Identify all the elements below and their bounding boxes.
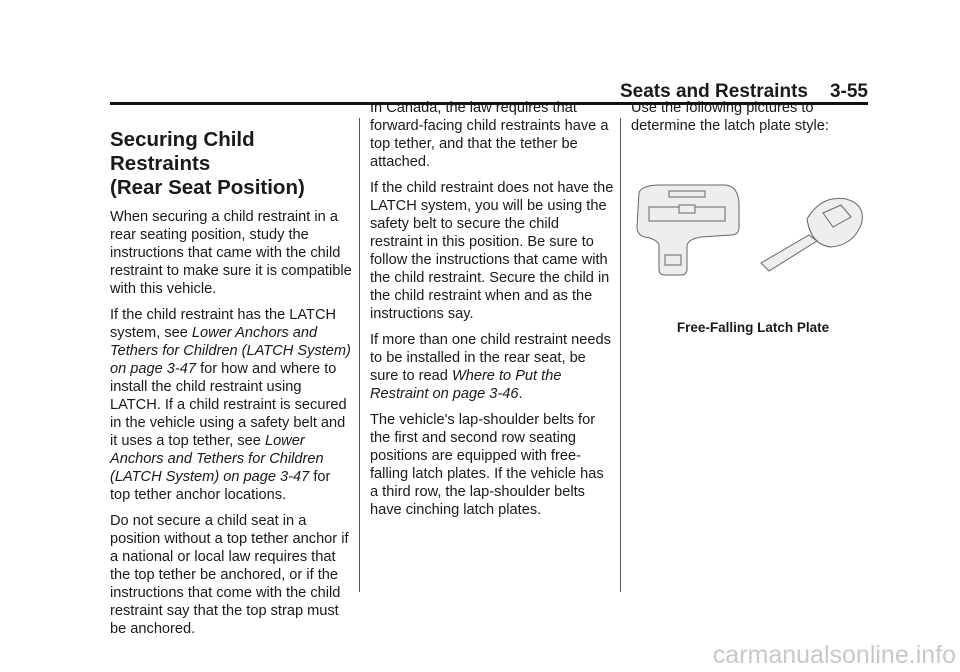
paragraph bbox=[110, 306, 354, 504]
body-text: In Canada, the law requires that forward-facing child restraints have a top tether, and that the tether be attached. bbox=[370, 100, 609, 170]
section-title: Seats and Restraints bbox=[620, 81, 808, 102]
body-text: If the child restraint does not have the LATCH system, you will be using the safety belt to secure the child restraint in this position. Be sure to follow the instructions that came with the child restraint. Secure the child in the child restraint when and as the instructions say. bbox=[370, 180, 614, 322]
paragraph bbox=[631, 99, 875, 135]
paragraph bbox=[370, 179, 614, 323]
paragraph bbox=[110, 512, 354, 638]
column-middle bbox=[370, 90, 614, 527]
latch-plate-illustration bbox=[631, 175, 875, 285]
column-left bbox=[110, 118, 354, 646]
body-text: The vehicle's lap-shoulder belts for the first and second row seating positions are equipped with free-falling latch plates. If the vehicle has a third row, the lap-shoulder belts have cinching latch plates. bbox=[370, 412, 604, 518]
body-text: When securing a child restraint in a rear seating position, study the instructions that came with the child restraint to make sure it is compatible with this vehicle. bbox=[110, 209, 352, 297]
body-text: for top tether anchor locations. bbox=[110, 469, 331, 503]
paragraph bbox=[370, 331, 614, 403]
heading-line: Securing Child Restraints bbox=[110, 128, 255, 175]
page-number: 3-55 bbox=[829, 81, 868, 102]
paragraph bbox=[370, 99, 614, 171]
body-text: Do not secure a child seat in a position without a top tether anchor if a national or local law requires that the top tether be anchored, or if the instructions that come with the child restraint say that the top strap must be anchored. bbox=[110, 513, 349, 637]
watermark: carmanualsonline.info bbox=[712, 641, 956, 669]
section-heading bbox=[110, 128, 354, 200]
paragraph bbox=[370, 411, 614, 519]
body-text: . bbox=[518, 386, 523, 402]
cross-reference: Lower Anchors and Tethers for Children (LATCH System) on page 3-47 bbox=[110, 433, 324, 485]
column-divider bbox=[620, 118, 621, 592]
figure-caption: Free-Falling Latch Plate bbox=[676, 320, 830, 335]
cross-reference: Lower Anchors and Tethers for Children (LATCH System) on page 3-47 bbox=[110, 325, 351, 377]
paragraph bbox=[110, 208, 354, 298]
column-right bbox=[631, 99, 875, 337]
column-divider bbox=[359, 118, 360, 592]
body-text: for how and where to install the child restraint using LATCH. If a child restraint is secured in the vehicle using a safety belt and it uses a top tether, see bbox=[110, 361, 347, 449]
body-text: If more than one child restraint needs to be installed in the rear seat, be sure to read bbox=[370, 332, 611, 384]
body-text: Use the following pictures to determine the latch plate style: bbox=[631, 100, 829, 134]
cross-reference: Where to Put the Restraint on page 3-46 bbox=[370, 368, 562, 402]
heading-line: (Rear Seat Position) bbox=[110, 176, 305, 199]
free-falling-latch-plate-image bbox=[631, 175, 871, 285]
body-text: If the child restraint has the LATCH system, see bbox=[110, 307, 337, 341]
